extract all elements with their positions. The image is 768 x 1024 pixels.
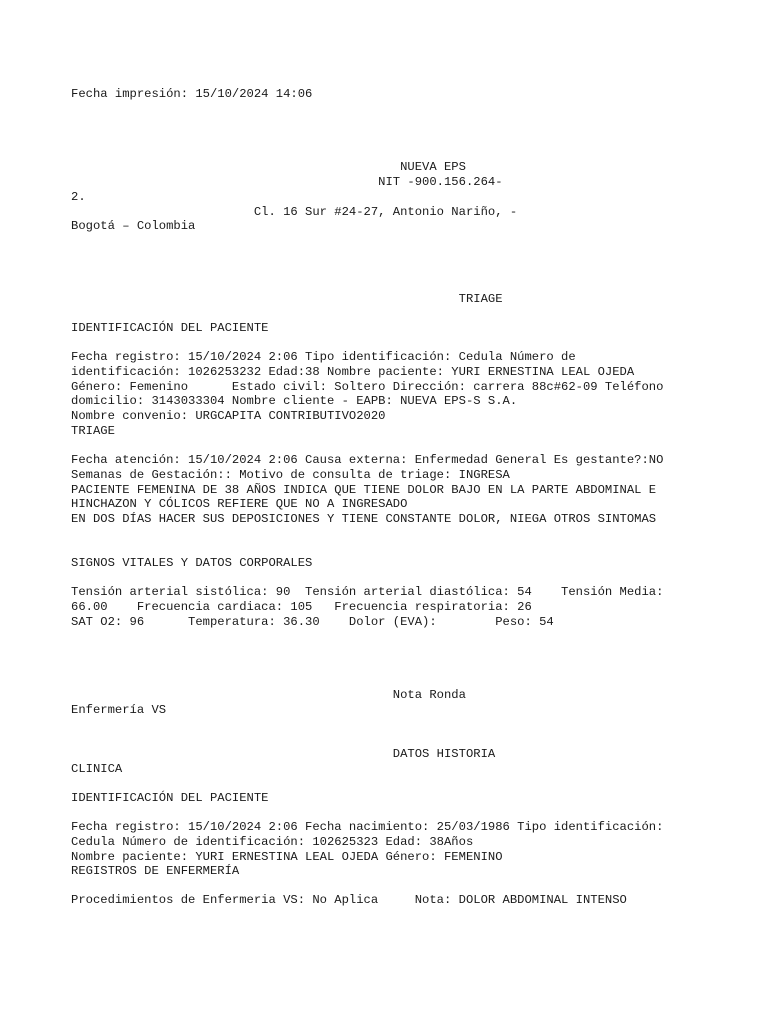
history-info-line: Cedula Número de identificación: 102625323 Edad: 38Años xyxy=(71,835,474,849)
section-heading-vitals: SIGNOS VITALES Y DATOS CORPORALES xyxy=(71,556,313,570)
history-info-line: Fecha registro: 15/10/2024 2:06 Fecha nacimiento: 25/03/1986 Tipo identificación: xyxy=(71,820,664,834)
nota-ronda-title: Nota Ronda xyxy=(71,688,466,702)
triage-info-line: HINCHAZON Y CÓLICOS REFIERE QUE NO A INGRESADO xyxy=(71,497,408,511)
triage-info-line: PACIENTE FEMENINA DE 38 AÑOS INDICA QUE TIENE DOLOR BAJO EN LA PARTE ABDOMINAL E xyxy=(71,483,657,497)
patient-info-line: domicilio: 3143033304 Nombre cliente - EAPB: NUEVA EPS-S S.A. xyxy=(71,394,518,408)
nursing-note-line: Procedimientos de Enfermeria VS: No Aplica Nota: DOLOR ABDOMINAL INTENSO xyxy=(71,893,627,907)
patient-info-line: Nombre convenio: URGCAPITA CONTRIBUTIVO2020 xyxy=(71,409,386,423)
history-title: DATOS HISTORIA xyxy=(71,747,496,761)
patient-info-line: identificación: 1026253232 Edad:38 Nombre paciente: YURI ERNESTINA LEAL OJEDA xyxy=(71,365,635,379)
section-heading-nursing: REGISTROS DE ENFERMERÍA xyxy=(71,864,240,878)
history-info-line: Nombre paciente: YURI ERNESTINA LEAL OJEDA Género: FEMENINO xyxy=(71,850,503,864)
eps-city: Bogotá – Colombia xyxy=(71,219,196,233)
vitals-line: 66.00 Frecuencia cardiaca: 105 Frecuencia respiratoria: 26 xyxy=(71,600,532,614)
eps-nit-continued: 2. xyxy=(71,190,86,204)
vitals-line: SAT O2: 96 Temperatura: 36.30 Dolor (EVA): Peso: 54 xyxy=(71,615,554,629)
triage-info-line: EN DOS DÍAS HACER SUS DEPOSICIONES Y TIENE CONSTANTE DOLOR, NIEGA OTROS SINTOMAS xyxy=(71,512,657,526)
eps-nit: NIT -900.156.264- xyxy=(71,175,503,189)
section-heading-patient-id: IDENTIFICACIÓN DEL PACIENTE xyxy=(71,321,269,335)
patient-info-line: Género: Femenino Estado civil: Soltero Dirección: carrera 88c#62-09 Teléfono xyxy=(71,380,664,394)
section-heading-patient-id-2: IDENTIFICACIÓN DEL PACIENTE xyxy=(71,791,269,805)
print-date: Fecha impresión: 15/10/2024 14:06 xyxy=(71,87,313,101)
eps-name: NUEVA EPS xyxy=(71,160,466,174)
triage-title: TRIAGE xyxy=(71,292,503,306)
patient-info-line: Fecha registro: 15/10/2024 2:06 Tipo identificación: Cedula Número de xyxy=(71,350,576,364)
triage-info-line: Semanas de Gestación:: Motivo de consulta de triage: INGRESA xyxy=(71,468,510,482)
triage-info-line: Fecha atención: 15/10/2024 2:06 Causa externa: Enfermedad General Es gestante?:NO xyxy=(71,453,664,467)
section-heading-triage: TRIAGE xyxy=(71,424,115,438)
eps-address: Cl. 16 Sur #24-27, Antonio Nariño, - xyxy=(71,205,518,219)
nota-ronda-title-continued: Enfermería VS xyxy=(71,703,167,717)
vitals-line: Tensión arterial sistólica: 90 Tensión arterial diastólica: 54 Tensión Media: xyxy=(71,585,664,599)
history-title-continued: CLINICA xyxy=(71,762,123,776)
